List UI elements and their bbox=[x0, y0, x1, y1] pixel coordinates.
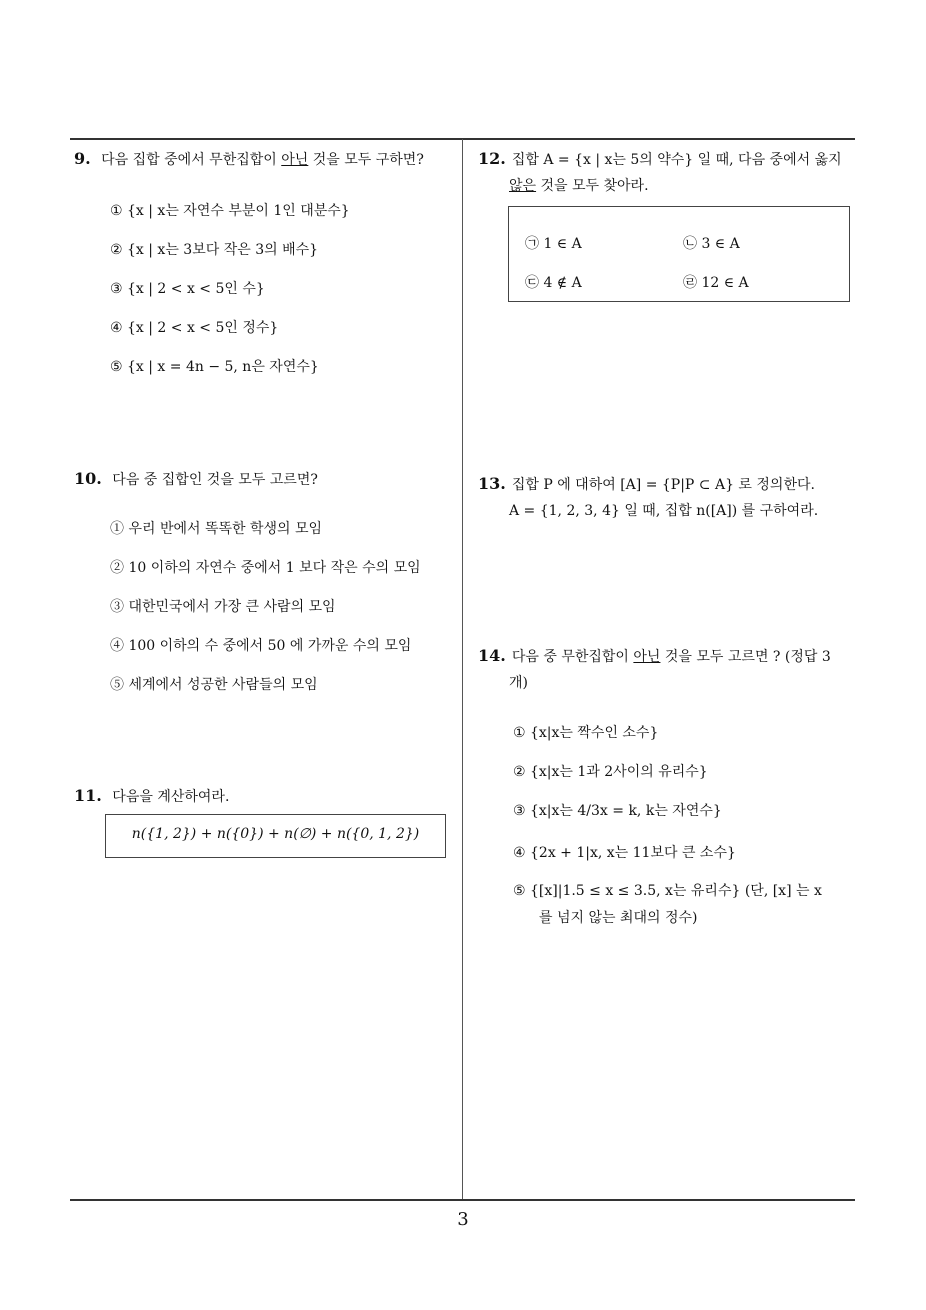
question-text-line1: 집합 P 에 대하여 [A] = {P|P ⊂ A} 로 정의한다. bbox=[511, 477, 815, 493]
column-divider bbox=[462, 139, 463, 1201]
question-10 bbox=[74, 466, 318, 493]
q9-option-5[interactable]: ⑤ {x | x = 4n − 5, n은 자연수} bbox=[110, 359, 319, 375]
q10-option-2[interactable]: ② 10 이하의 자연수 중에서 1 보다 작은 수의 모임 bbox=[110, 560, 421, 576]
question-number: 12. bbox=[478, 149, 506, 168]
q9-option-1[interactable]: ① {x | x는 자연수 부분이 1인 대분수} bbox=[110, 203, 350, 219]
page-number: 3 bbox=[457, 1209, 469, 1230]
question-text-line1: 집합 A = {x | x는 5의 약수} 일 때, 다음 중에서 옳지 bbox=[511, 152, 842, 168]
q10-option-4[interactable]: ④ 100 이하의 수 중에서 50 에 가까운 수의 모임 bbox=[110, 638, 412, 654]
q14-option-2[interactable]: ② {x|x는 1과 2사이의 유리수} bbox=[513, 764, 708, 780]
expression-box bbox=[105, 814, 446, 858]
question-number: 13. bbox=[478, 474, 506, 493]
q9-option-4[interactable]: ④ {x | 2 < x < 5인 정수} bbox=[110, 320, 279, 336]
q9-option-2[interactable]: ② {x | x는 3보다 작은 3의 배수} bbox=[110, 242, 319, 258]
bottom-rule bbox=[70, 1199, 855, 1201]
question-11 bbox=[74, 783, 229, 810]
underlined-word: 않은 bbox=[509, 178, 537, 194]
question-text-line2: 개) bbox=[509, 675, 528, 691]
question-number: 11. bbox=[74, 786, 102, 805]
q14-option-1[interactable]: ① {x|x는 짝수인 소수} bbox=[513, 725, 659, 741]
q14-option-5[interactable]: ⑤ {[x]|1.5 ≤ x ≤ 3.5, x는 유리수} (단, [x] 는 x bbox=[513, 883, 822, 899]
choice-b[interactable]: ㉡ 3 ∈ A bbox=[683, 236, 740, 252]
expression: n({1, 2}) + n({0}) + n(∅) + n({0, 1, 2}) bbox=[131, 826, 420, 842]
question-9 bbox=[74, 146, 424, 173]
question-text: 다음 중 집합인 것을 모두 고르면? bbox=[112, 472, 318, 488]
question-14 bbox=[478, 643, 863, 696]
question-13 bbox=[478, 471, 863, 524]
question-number: 14. bbox=[478, 646, 506, 665]
question-text: 다음을 계산하여라. bbox=[112, 789, 230, 805]
underlined-word: 아닌 bbox=[281, 152, 309, 168]
q14-option-5-line2: 를 넘지 않는 최대의 정수) bbox=[539, 910, 698, 926]
question-text: 다음 중 무한집합이 bbox=[511, 649, 634, 665]
question-text-line2: 것을 모두 찾아라. bbox=[536, 178, 649, 194]
q10-option-1[interactable]: ① 우리 반에서 똑똑한 학생의 모임 bbox=[110, 521, 323, 537]
choices-box bbox=[508, 206, 850, 302]
question-text-end: 것을 모두 고르면 ? (정답 3 bbox=[660, 649, 831, 665]
choice-d[interactable]: ㉣ 12 ∈ A bbox=[683, 275, 749, 291]
q10-option-3[interactable]: ③ 대한민국에서 가장 큰 사람의 모임 bbox=[110, 599, 336, 615]
choice-a[interactable]: ㉠ 1 ∈ A bbox=[525, 236, 582, 252]
underlined-word: 아닌 bbox=[633, 649, 661, 665]
question-12 bbox=[478, 146, 863, 199]
question-text: 다음 집합 중에서 무한집합이 bbox=[101, 152, 282, 168]
q10-option-5[interactable]: ⑤ 세계에서 성공한 사람들의 모임 bbox=[110, 677, 318, 693]
question-text-end: 것을 모두 구하면? bbox=[308, 152, 424, 168]
question-text-line2: A = {1, 2, 3, 4} 일 때, 집합 n([A]) 를 구하여라. bbox=[509, 503, 819, 519]
choice-c[interactable]: ㉢ 4 ∉ A bbox=[525, 275, 582, 291]
question-number: 10. bbox=[74, 469, 102, 488]
question-number: 9. bbox=[74, 149, 91, 168]
q14-option-4[interactable]: ④ {2x + 1|x, x는 11보다 큰 소수} bbox=[513, 845, 736, 861]
q9-option-3[interactable]: ③ {x | 2 < x < 5인 수} bbox=[110, 281, 265, 297]
q14-option-3[interactable]: ③ {x|x는 4/3x = k, k는 자연수} bbox=[513, 803, 722, 819]
